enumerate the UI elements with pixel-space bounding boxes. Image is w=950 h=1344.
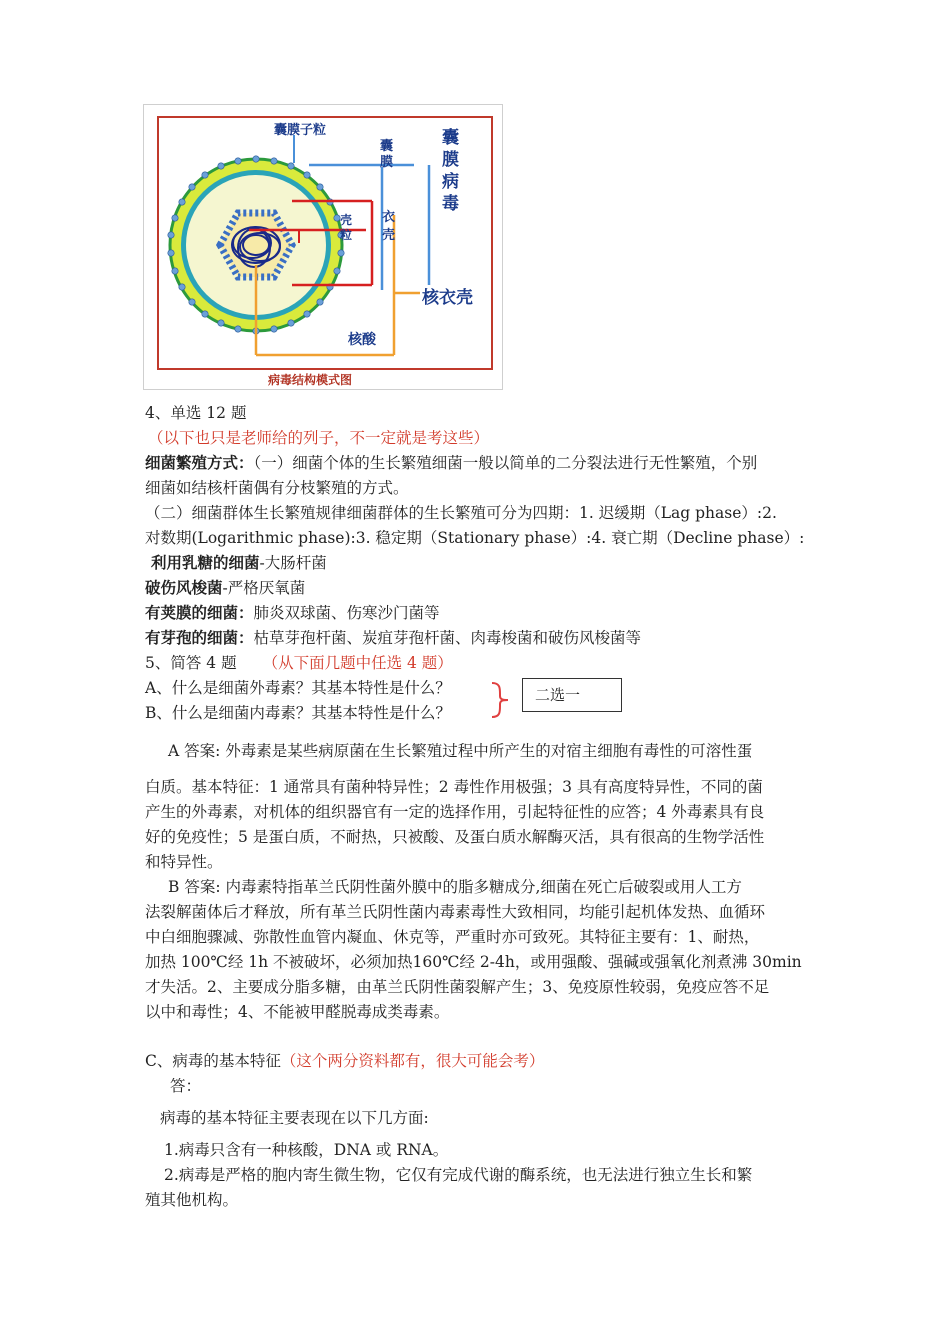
repro-text1: （一）细菌个体的生长繁殖细菌一般以简单的二分裂法进行无性繁殖，个别 xyxy=(253,454,758,472)
spore-text: 枯草芽孢杆菌、炭疽芽孢杆菌、肉毒梭菌和破伤风梭菌等 xyxy=(253,629,642,647)
label-nucleocapsid: 核衣壳 xyxy=(422,288,473,308)
ans-a-line4: 好的免疫性；5 是蛋白质，不耐热，只被酸、及蛋白质水解酶灭活，具有很高的生物学活性 xyxy=(145,828,765,846)
q4-note: （以下也只是老师给的列子，不一定就是考这些） xyxy=(148,429,490,447)
ans-b-line4: 加热 100℃经 1h 不被破坏，必须加热160℃经 2-4h，或用强酸、强碱或强氧化剂煮沸 30min xyxy=(145,953,802,971)
q4-repro-line2: 细菌如结核杆菌偶有分枝繁殖的方式。 xyxy=(145,479,409,497)
label-capsid: 衣壳 xyxy=(382,210,396,243)
tetanus-label: 破伤风梭菌 xyxy=(145,578,223,597)
q4-group-line1: （二）细菌群体生长繁殖规律细菌群体的生长繁殖可分为四期：1. 迟缓期（Lag phase）:2. xyxy=(145,504,777,522)
qc-point1: 1.病毒只含有一种核酸，DNA 或 RNA。 xyxy=(164,1141,449,1159)
qc-heading-line xyxy=(145,1051,544,1071)
lactose-label: 利用乳糖的细菌 xyxy=(151,553,260,572)
repro-label: 细菌繁殖方式： xyxy=(145,453,254,472)
q5-question-a: A、什么是细菌外毒素？其基本特性是什么？ xyxy=(145,679,451,697)
ans-b-line2: 法裂解菌体后才释放，所有革兰氏阴性菌内毒素毒性大致相同，均能引起机体发热、血循环 xyxy=(145,903,766,921)
q4-capsule xyxy=(145,603,440,623)
capsule-text: 肺炎双球菌、伤寒沙门菌等 xyxy=(253,604,440,622)
label-capsomer: 壳粒 xyxy=(340,213,353,242)
q4-repro-line1 xyxy=(145,453,757,473)
figure-caption: 病毒结构模式图 xyxy=(268,373,353,387)
ans-a-line5: 和特异性。 xyxy=(145,853,223,871)
q5-heading: 5、简答 4 题 xyxy=(145,654,237,672)
q4-tetanus xyxy=(145,578,305,598)
capsule-label: 有荚膜的细菌： xyxy=(145,603,254,622)
qc-point2b: 殖其他机构。 xyxy=(145,1191,239,1209)
q4-group-line2: 对数期(Logarithmic phase):3. 稳定期（Stationary phase）:4. 衰亡期（Decline phase）: xyxy=(145,529,805,547)
qc-intro: 病毒的基本特征主要表现在以下几方面: xyxy=(160,1109,429,1127)
qc-answer-label: 答： xyxy=(170,1077,202,1095)
label-envelope: 囊膜 xyxy=(380,139,394,170)
qc-heading: C、病毒的基本特征 xyxy=(145,1052,281,1070)
choose-one-box: 二选一 xyxy=(522,678,622,712)
qc-note: （这个两分资料都有，很大可能会考） xyxy=(280,1052,545,1070)
ans-a-line3: 产生的外毒素，对机体的组织器官有一定的选择作用，引起特征性的应答；4 外毒素具有良 xyxy=(145,803,765,821)
qc-point2a: 2.病毒是严格的胞内寄生微生物，它仅有完成代谢的酶系统，也无法进行独立生长和繁 xyxy=(164,1166,753,1184)
q4-lactose xyxy=(151,553,327,573)
lactose-text: -大肠杆菌 xyxy=(259,554,327,572)
q5-heading-line xyxy=(145,653,453,673)
ans-b-line3: 中白细胞骤减、弥散性血管内凝血、休克等，严重时亦可致死。其特征主要有：1、耐热， xyxy=(145,928,760,946)
brace-icon xyxy=(486,680,522,720)
q5-note: （从下面几题中任选 4 题） xyxy=(262,654,453,672)
tetanus-text: -严格厌氧菌 xyxy=(222,579,306,597)
ans-b-line5: 才失活。2、主要成分脂多糖，由革兰氏阴性菌裂解产生；3、免疫原性较弱，免疫应答不足 xyxy=(145,978,770,996)
ans-a-line2: 白质。基本特征：1 通常具有菌种特异性；2 毒性作用极强；3 具有高度特异性，不同的菌 xyxy=(145,778,763,796)
virus-structure-figure xyxy=(143,104,503,390)
spore-label: 有芽孢的细菌： xyxy=(145,628,254,647)
label-enveloped-virus: 囊膜病毒 xyxy=(442,128,459,214)
ans-b-line1: B 答案: 内毒素特指革兰氏阴性菌外膜中的脂多糖成分,细菌在死亡后破裂或用人工方 xyxy=(168,878,742,896)
label-nucleic-acid: 核酸 xyxy=(348,332,376,348)
q4-heading: 4、单选 12 题 xyxy=(145,404,247,422)
ans-a-line1: A 答案: 外毒素是某些病原菌在生长繁殖过程中所产生的对宿主细胞有毒性的可溶性蛋 xyxy=(168,742,753,760)
q5-question-b: B、什么是细菌内毒素？其基本特性是什么？ xyxy=(145,704,451,722)
q4-spore xyxy=(145,628,641,648)
label-capsomere: 囊膜子粒 xyxy=(274,123,327,138)
ans-b-line6: 以中和毒性；4、不能被甲醛脱毒成类毒素。 xyxy=(145,1003,450,1021)
